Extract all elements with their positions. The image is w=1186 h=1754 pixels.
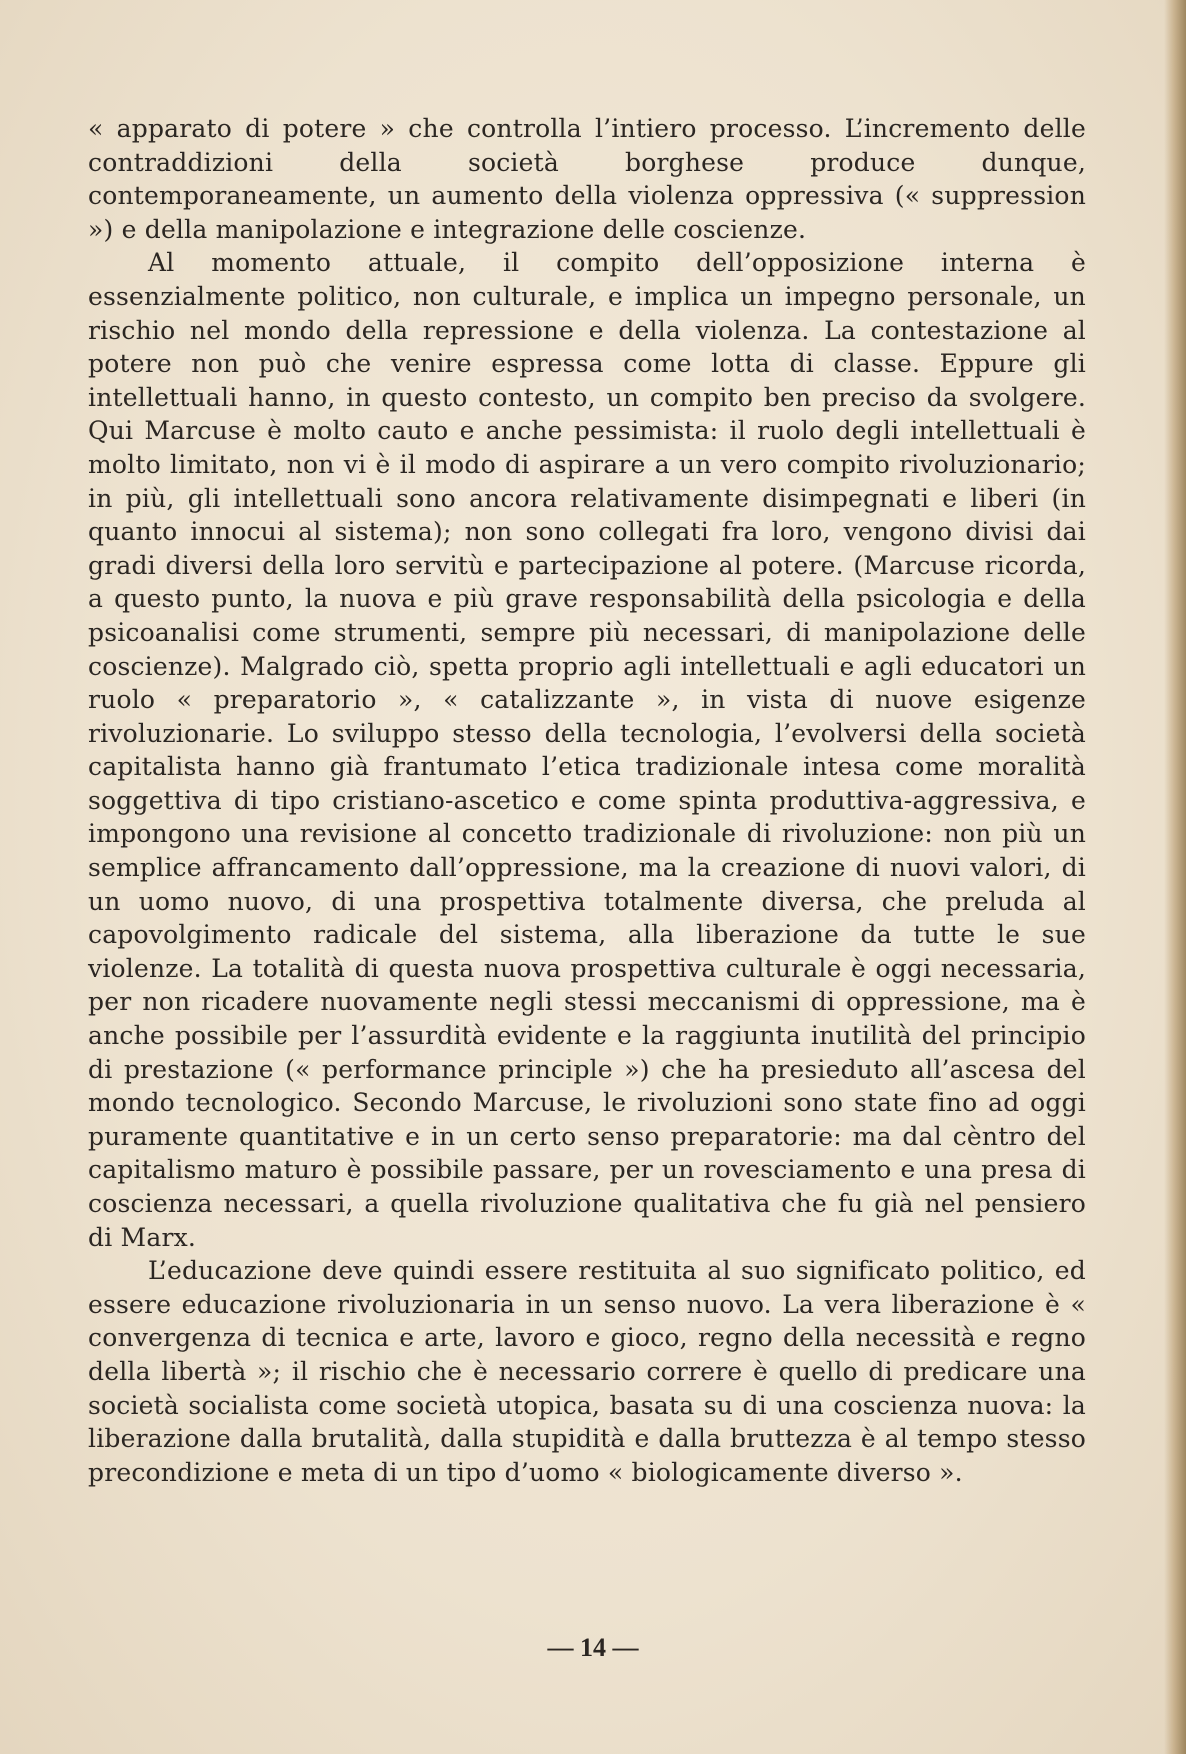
paragraph-1: « apparato di potere » che controlla l’intiero processo. L’incremento delle contraddizioni della società borghese produce dunque, contemporaneamente, un aumento della violenza oppressiva (« suppression ») e della manipolazione e integrazione delle coscienze.	[88, 114, 1086, 244]
body-text	[88, 112, 1086, 1489]
page-edge-shadow	[1164, 0, 1186, 1754]
page-number: — 14 —	[547, 1633, 639, 1662]
paragraph-2: Al momento attuale, il compito dell’opposizione interna è essenzialmente politico, non culturale, e implica un impegno personale, un rischio nel mondo della repressione e della violenza. La contestazione al potere non può che venire espressa come lotta di classe. Eppure gli intellettuali hanno, in questo contesto, un compito ben preciso da svolgere. Qui Marcuse è molto cauto e anche pessimista: il ruolo degli intellettuali è molto limitato, non vi è il modo di aspirare a un vero compito rivoluzionario; in più, gli intellettuali sono ancora relativamente disimpegnati e liberi (in quanto innocui al sistema); non sono collegati fra loro, vengono divisi dai gradi diversi della loro servitù e partecipazione al potere. (Marcuse ricorda, a questo punto, la nuova e più grave responsabilità della psicologia e della psicoanalisi come strumenti, sempre più necessari, di manipolazione delle coscienze). Malgrado ciò, spetta proprio agli intellettuali e agli educatori un ruolo « preparatorio », « catalizzante », in vista di nuove esigenze rivoluzionarie. Lo sviluppo stesso della tecnologia, l’evolversi della società capitalista hanno già frantumato l’etica tradizionale intesa come moralità soggettiva di tipo cristiano-ascetico e come spinta produttiva-aggressiva, e impongono una revisione al concetto tradizionale di rivoluzione: non più un semplice affrancamento dall’oppressione, ma la creazione di nuovi valori, di un uomo nuovo, di una prospettiva totalmente diversa, che preluda al capovolgimento radicale del sistema, alla liberazione da tutte le sue violenze. La totalità di questa nuova prospettiva culturale è oggi necessaria, per non ricadere nuovamente negli stessi meccanismi di oppressione, ma è anche possibile per l’assurdità evidente e la raggiunta inutilità del principio di prestazione (« performance principle ») che ha presieduto all’ascesa del mondo tecnologico. Secondo Marcuse, le rivoluzioni sono state fino ad oggi puramente quantitative e in un certo senso preparatorie: ma dal cèntro del capitalismo maturo è possibile passare, per un rovesciamento e una presa di coscienza necessari, a quella rivoluzione qualitativa che fu già nel pensiero di Marx.	[88, 248, 1086, 1252]
paragraph-3: L’educazione deve quindi essere restituita al suo significato politico, ed essere educazione rivoluzionaria in un senso nuovo. La vera liberazione è « convergenza di tecnica e arte, lavoro e gioco, regno della necessità e regno della libertà »; il rischio che è necessario correre è quello di predicare una società socialista come società utopica, basata su di una coscienza nuova: la liberazione dalla brutalità, dalla stupidità e dalla bruttezza è al tempo stesso precondizione e meta di un tipo d’uomo « biologicamente diverso ».	[88, 1256, 1086, 1487]
